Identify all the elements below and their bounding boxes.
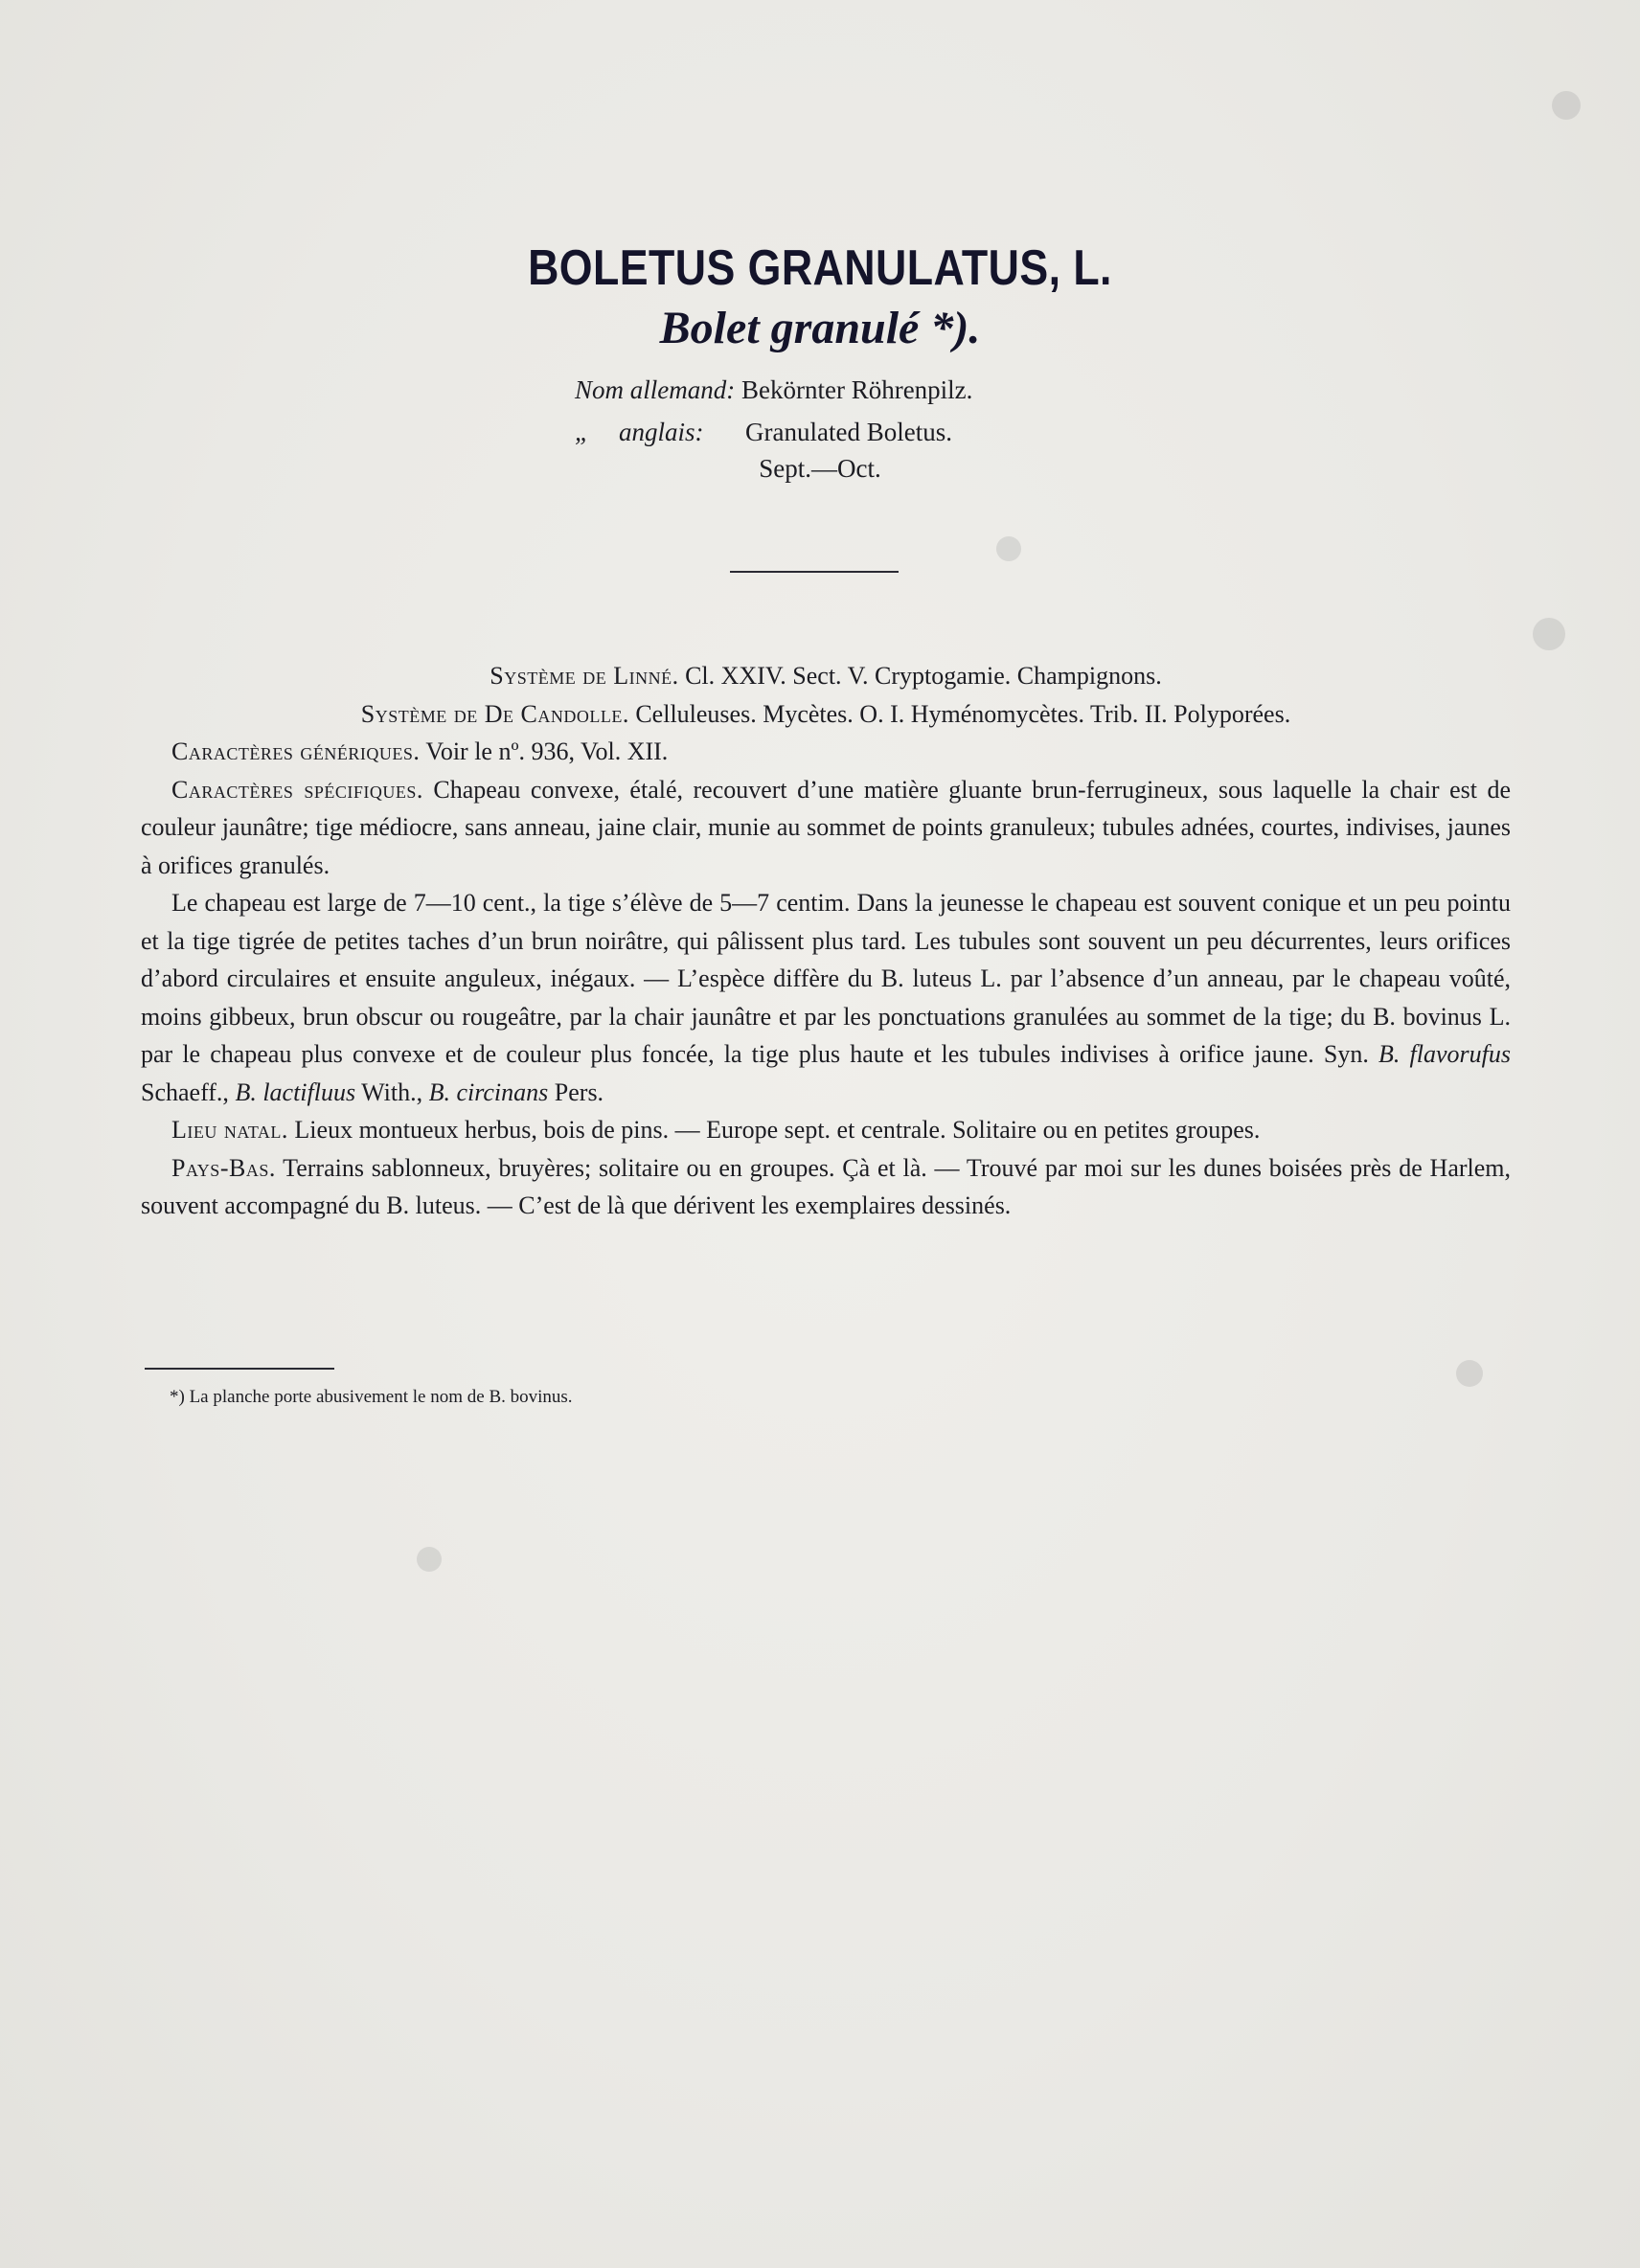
- habitat: [141, 1111, 1511, 1149]
- netherlands: [141, 1149, 1511, 1225]
- specific-text: Chapeau convexe, étalé, recouvert d’une matière gluante brun-ferrugineux, sous laquelle la chair est de couleur jaunâtre; tige médiocre, sans anneau, jaine clair, munie au sommet de points granuleux; tubules adnées, courtes, indivises, jaunes à orifices granulés.: [141, 775, 1511, 879]
- generic-characters: [141, 733, 1511, 771]
- footnote-rule: [145, 1368, 334, 1370]
- french-name: Bolet granulé *).: [659, 303, 981, 353]
- description-body: [141, 657, 1511, 1225]
- synonym-2-author: With.,: [361, 1077, 423, 1106]
- footnote-text: La planche porte abusivement le nom de B. bovinus.: [189, 1387, 573, 1407]
- linne-system: [141, 657, 1511, 695]
- description-paragraph: [141, 884, 1511, 1111]
- netherlands-label: Pays-Bas.: [171, 1153, 276, 1182]
- paper-spot: [1552, 91, 1581, 120]
- candolle-label: Système de De Candolle.: [360, 699, 629, 728]
- divider: [730, 571, 899, 573]
- synonym-2: B. lactifluus: [235, 1077, 356, 1106]
- english-label: anglais:: [619, 418, 704, 446]
- english-name-row: [575, 411, 972, 453]
- synonym-3: B. circinans: [428, 1077, 549, 1106]
- footnote: [170, 1387, 573, 1408]
- candolle-text: Celluleuses. Mycètes. O. I. Hyménomycètes. Trib. II. Polyporées.: [635, 699, 1291, 728]
- description-text: Le chapeau est large de 7—10 cent., la tige s’élève de 5—7 centim. Dans la jeunesse le chapeau est souvent conique et un peu pointu et la tige tigrée de petites taches d’un brun noirâtre, qui pâlissent plus tard. Les tubules sont souvent un peu décurrentes, leurs orifices d’abord circulaires et ensuite anguleux, inégaux. — L’espèce diffère du B. luteus L. par l’absence d’un anneau, par le chapeau voûté, moins gibbeux, brun obscur ou rougeâtre, par la chair jaunâtre et par les ponctuations granulées au sommet de la tige; du B. bovinus L. par le chapeau plus convexe et de couleur plus foncée, la tige plus haute et les tubules indivises à orifice jaune. Syn.: [141, 889, 1511, 1068]
- paper-spot: [1456, 1360, 1483, 1387]
- habitat-label: Lieu natal.: [171, 1116, 288, 1144]
- linne-label: Système de Linné.: [490, 662, 679, 690]
- paper-spot: [417, 1547, 442, 1572]
- linne-text: Cl. XXIV. Sect. V. Cryptogamie. Champignons.: [685, 662, 1162, 690]
- german-name-row: [575, 369, 972, 411]
- paper-spot: [1533, 618, 1565, 650]
- generic-label: Caractères génériques.: [171, 737, 421, 765]
- synonym-1-author: Schaeff.,: [141, 1077, 229, 1106]
- footnote-marker: *): [170, 1387, 185, 1407]
- ditto-mark: „: [575, 418, 590, 446]
- candolle-system: [141, 695, 1511, 734]
- specific-characters: [141, 771, 1511, 885]
- netherlands-text: Terrains sablonneux, bruyères; solitaire ou en groupes. Çà et là. — Trouvé par moi sur les dunes boisées près de Harlem, souvent accompagné du B. luteus. — C’est de là que dérivent les exemplaires dessinés.: [141, 1153, 1512, 1219]
- german-name: Bekörnter Röhrenpilz.: [740, 375, 973, 404]
- habitat-text: Lieux montueux herbus, bois de pins. — Europe sept. et centrale. Solitaire ou en petites groupes.: [294, 1116, 1261, 1144]
- synonym-1: B. flavorufus: [1378, 1040, 1512, 1068]
- season: Sept.—Oct.: [759, 454, 881, 483]
- specific-label: Caractères spécifiques.: [171, 775, 423, 804]
- paper-spot: [996, 536, 1021, 561]
- english-name: Granulated Boletus.: [745, 418, 952, 446]
- german-label: Nom allemand:: [575, 375, 736, 404]
- generic-text: Voir le nº. 936, Vol. XII.: [425, 737, 669, 765]
- page-title: BOLETUS GRANULATUS, L.: [528, 240, 1112, 296]
- synonym-3-author: Pers.: [554, 1077, 604, 1106]
- common-names: [575, 369, 972, 453]
